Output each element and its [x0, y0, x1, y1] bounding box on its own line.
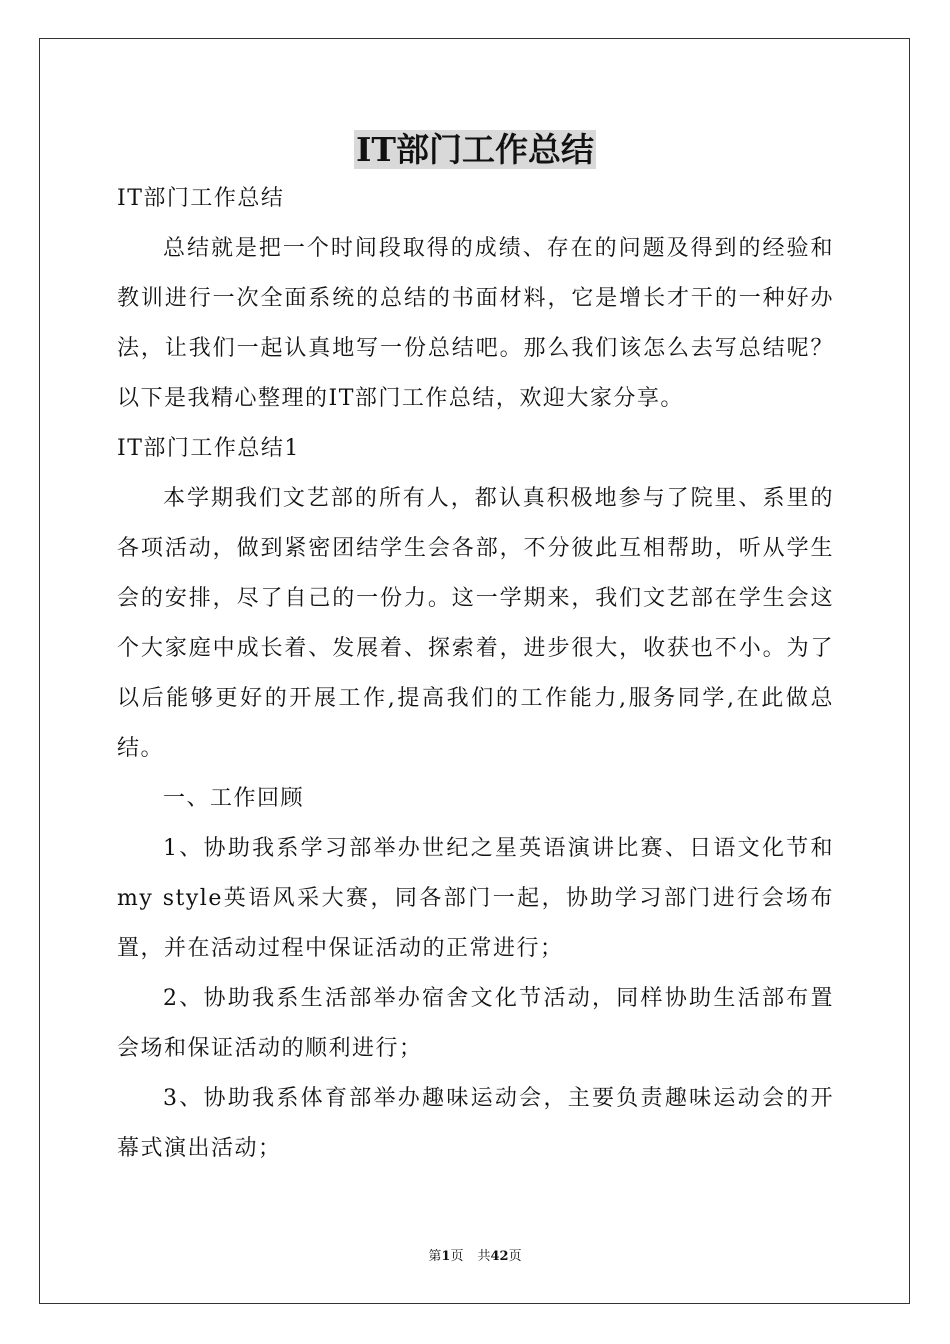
- section-paragraph: 本学期我们文艺部的所有人，都认真积极地参与了院里、系里的各项活动，做到紧密团结学生会各部，不分彼此互相帮助，听从学生会的安排，尽了自己的一份力。这一学期来，我们文艺部在学生会这个大家庭中成长着、发展着、探索着，进步很大，收获也不小。为了以后能够更好的开展工作,提高我们的工作能力,服务同学,在此做总结。: [117, 486, 834, 761]
- list-item: 3、协助我系体育部举办趣味运动会，主要负责趣味运动会的开幕式演出活动；: [117, 1086, 834, 1161]
- page-suffix: 页: [450, 1249, 464, 1264]
- section-heading: IT部门工作总结1: [117, 436, 300, 461]
- page-number: 1: [441, 1249, 451, 1264]
- list-item: 2、协助我系生活部举办宿舍文化节活动，同样协助生活部布置会场和保证活动的顺利进行；: [117, 986, 834, 1061]
- page-prefix: 第: [428, 1249, 442, 1264]
- document-title: IT部门工作总结: [356, 130, 594, 169]
- document-body: [117, 174, 834, 1174]
- page-footer: [0, 1247, 950, 1267]
- list-item: 1、协助我系学习部举办世纪之星英语演讲比赛、日语文化节和my style英语风采大赛，同各部门一起，协助学习部门进行会场布置，并在活动过程中保证活动的正常进行；: [117, 836, 834, 961]
- total-suffix: 页: [508, 1249, 522, 1264]
- page-total: 42: [490, 1249, 509, 1264]
- intro-paragraph: 总结就是把一个时间段取得的成绩、存在的问题及得到的经验和教训进行一次全面系统的总结的书面材料，它是增长才干的一种好办法，让我们一起认真地写一份总结吧。那么我们该怎么去写总结呢？以下是我精心整理的IT部门工作总结，欢迎大家分享。: [117, 236, 834, 411]
- review-heading: 一、工作回顾: [163, 786, 305, 811]
- total-prefix: 共: [477, 1249, 491, 1264]
- document-subtitle: IT部门工作总结: [117, 186, 285, 211]
